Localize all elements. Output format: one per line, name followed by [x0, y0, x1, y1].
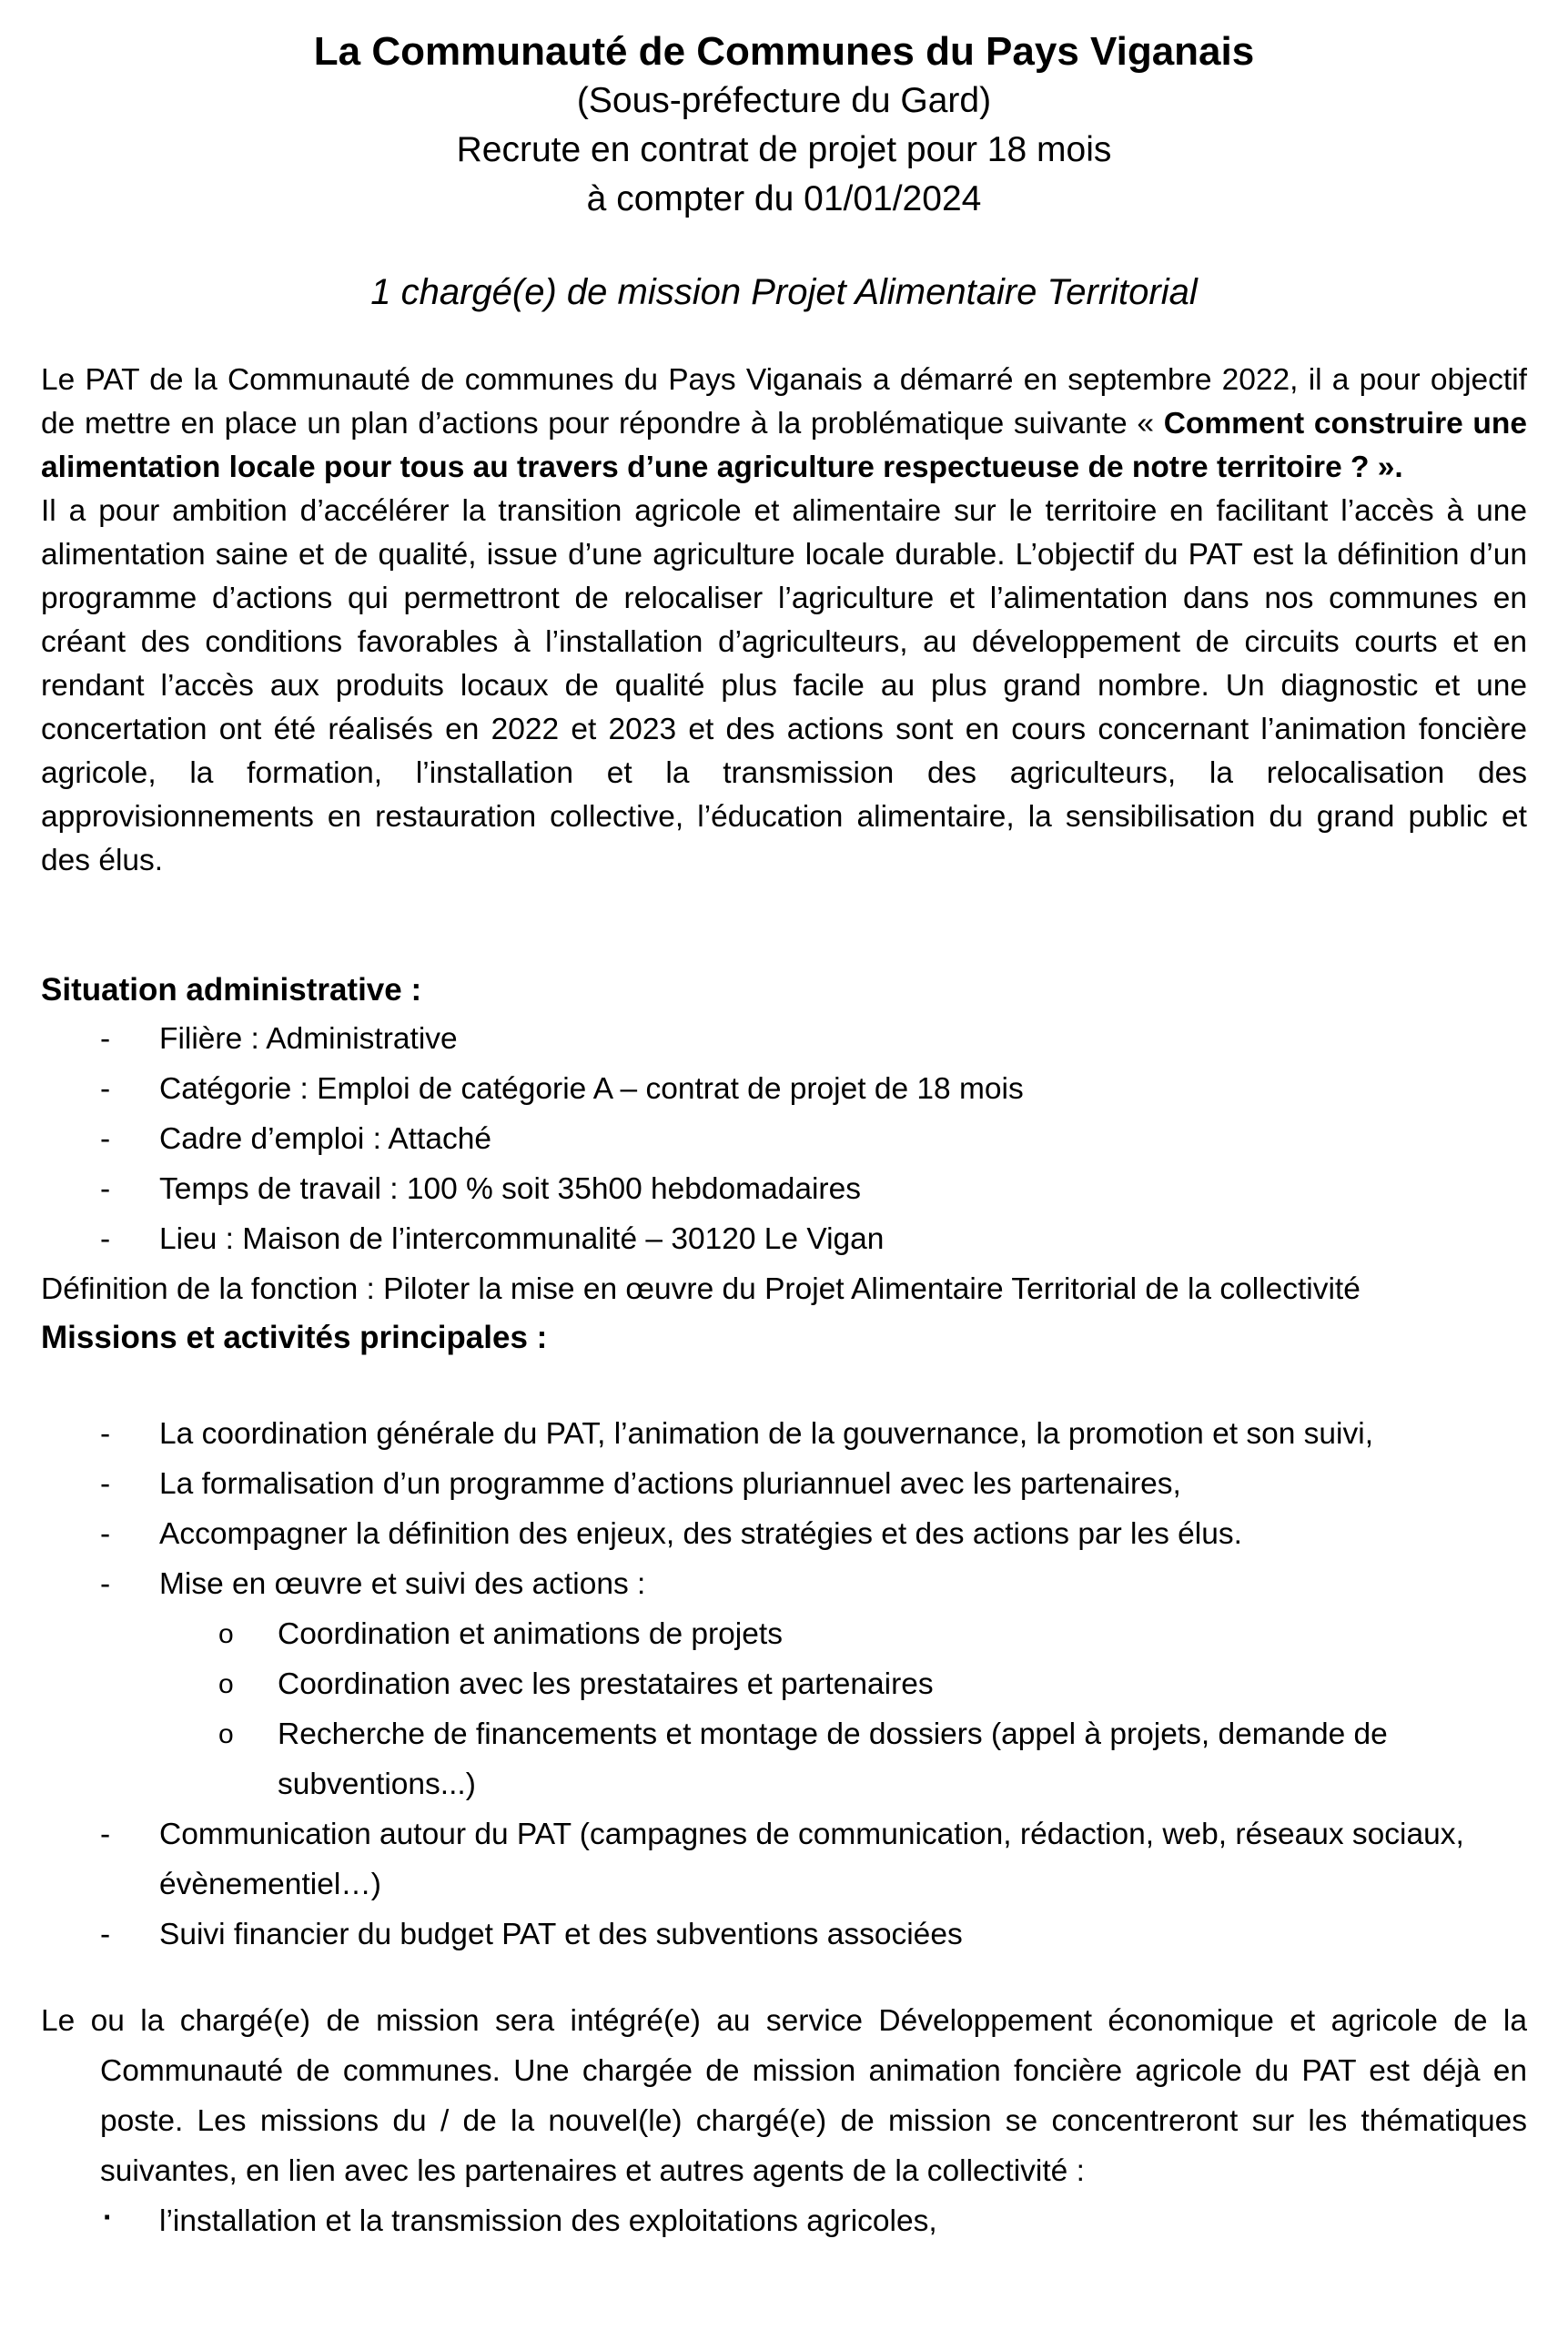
- admin-heading: Situation administrative :: [41, 972, 422, 1008]
- list-item-text: Suivi financier du budget PAT et des subventions associées: [159, 1918, 963, 1951]
- closing-paragraph: Le ou la chargé(e) de mission sera intégré(e) au service Développement économique et agricole de la Communauté de communes. Une chargée de mission animation foncière agricole du PAT est déjà en poste. Les missions du / de la nouvel(le) chargé(e) de mission se concentreront sur les thématiques suivantes, en lien avec les partenaires et autres agents de la collectivité :: [41, 2004, 1527, 2188]
- list-bullet: -: [100, 1918, 111, 1951]
- list-bullet: -: [100, 1172, 111, 1206]
- list-bullet: -: [100, 1567, 111, 1601]
- sub-item-text: Coordination et animations de projets: [278, 1617, 783, 1651]
- sub-item-animations: [41, 1609, 1527, 1659]
- sub-bullet: o: [218, 1669, 234, 1699]
- list-item-text: Mise en œuvre et suivi des actions :: [159, 1567, 646, 1601]
- header-line-start-date: à compter du 01/01/2024: [586, 179, 982, 218]
- admin-item-filiere: [41, 1014, 1527, 1064]
- intro-section: [41, 359, 1527, 883]
- list-bullet: -: [100, 1417, 111, 1451]
- list-item-text: Accompagner la définition des enjeux, des stratégies et des actions par les élus.: [159, 1517, 1242, 1551]
- mission-item-suivi-financier: [41, 1910, 1527, 1960]
- header: [41, 0, 1527, 224]
- header-line-contract: Recrute en contrat de projet pour 18 mois: [456, 130, 1112, 169]
- mission-item-coordination: [41, 1409, 1527, 1459]
- list-item-text: Filière : Administrative: [159, 1022, 458, 1056]
- list-item-text: Cadre d’emploi : Attaché: [159, 1122, 491, 1156]
- list-bullet: -: [100, 1222, 111, 1256]
- intro-paragraph-2: Il a pour ambition d’accélérer la transition agricole et alimentaire sur le territoire en facilitant l’accès à une alimentation saine et de qualité, issue d’une agriculture locale durable. L’objectif du PAT est la définition d’un programme d’actions qui permettront de relocaliser l’agriculture et l’alimentation dans nos communes en créant des conditions favorables à l’installation d’agriculteurs, au développement de circuits courts et en rendant l’accès aux produits locaux de qualité plus facile au plus grand nombre. Un diagnostic et une concertation ont été réalisés en 2022 et 2023 et des actions sont en cours concernant l’animation foncière agricole, la formation, l’installation et la transmission des agriculteurs, la relocalisation des approvisionnements en restauration collective, l’éducation alimentaire, la sensibilisation du grand public et des élus.: [41, 494, 1527, 877]
- list-bullet: -: [100, 1818, 111, 1851]
- mission-item-mise-en-oeuvre: [41, 1559, 1527, 1809]
- spacer: [41, 1362, 1527, 1409]
- missions-heading: Missions et activités principales :: [41, 1320, 548, 1355]
- list-bullet: -: [100, 1122, 111, 1156]
- admin-item-cadre: [41, 1114, 1527, 1164]
- list-item-text: La formalisation d’un programme d’actions pluriannuel avec les partenaires,: [159, 1467, 1181, 1501]
- admin-item-categorie: [41, 1064, 1527, 1114]
- header-line-prefecture: (Sous-préfecture du Gard): [576, 81, 992, 120]
- sub-item-text: Coordination avec les prestataires et partenaires: [278, 1667, 934, 1701]
- list-item-text: Communication autour du PAT (campagnes de communication, rédaction, web, réseaux sociaux, évènementiel…): [159, 1818, 1464, 1901]
- mission-item-formalisation: [41, 1459, 1527, 1509]
- thematic-item-installation: [41, 2196, 1527, 2246]
- admin-item-lieu: [41, 1214, 1527, 1264]
- intro-paragraph-1: [41, 359, 1527, 490]
- list-item-text: l’installation et la transmission des exploitations agricoles,: [159, 2204, 937, 2238]
- list-bullet: -: [100, 1022, 111, 1056]
- function-definition: Définition de la fonction : Piloter la mise en œuvre du Projet Alimentaire Territorial de la collectivité: [41, 1272, 1361, 1306]
- dot-bullet: ·: [103, 2201, 114, 2234]
- thematics-list: [41, 2196, 1527, 2246]
- admin-item-temps: [41, 1164, 1527, 1214]
- document-title: La Communauté de Communes du Pays Viganais: [313, 29, 1255, 74]
- mission-item-communication: [41, 1809, 1527, 1910]
- intro-p1-question: Comment construire une alimentation locale pour tous au travers d’une agriculture respectueuse de notre territoire ? ».: [41, 407, 1527, 484]
- job-title: 1 chargé(e) de mission Projet Alimentaire Territorial: [370, 272, 1198, 312]
- intro-p1-text: Le PAT de la Communauté de communes du Pays Viganais a démarré en septembre 2022, il a pour objectif de mettre en place un plan d’actions pour répondre à la problématique suivante «: [41, 363, 1527, 441]
- list-bullet: -: [100, 1072, 111, 1106]
- sub-item-text: Recherche de financements et montage de dossiers (appel à projets, demande de subventions...): [278, 1717, 1388, 1801]
- list-item-text: Temps de travail : 100 % soit 35h00 hebdomadaires: [159, 1172, 861, 1206]
- sub-item-prestataires: [41, 1659, 1527, 1709]
- list-bullet: -: [100, 1467, 111, 1501]
- list-bullet: -: [100, 1517, 111, 1551]
- admin-list: [41, 1014, 1527, 1264]
- mission-item-accompagner: [41, 1509, 1527, 1559]
- mission-sublist: [159, 1609, 1527, 1809]
- sub-bullet: o: [218, 1719, 234, 1749]
- list-item-text: La coordination générale du PAT, l’animation de la gouvernance, la promotion et son suivi,: [159, 1417, 1373, 1451]
- list-item-text: Lieu : Maison de l’intercommunalité – 30120 Le Vigan: [159, 1222, 885, 1256]
- list-item-text: Catégorie : Emploi de catégorie A – contrat de projet de 18 mois: [159, 1072, 1024, 1106]
- missions-list: [41, 1409, 1527, 1960]
- sub-bullet: o: [218, 1619, 234, 1649]
- sub-item-financements: [41, 1709, 1527, 1809]
